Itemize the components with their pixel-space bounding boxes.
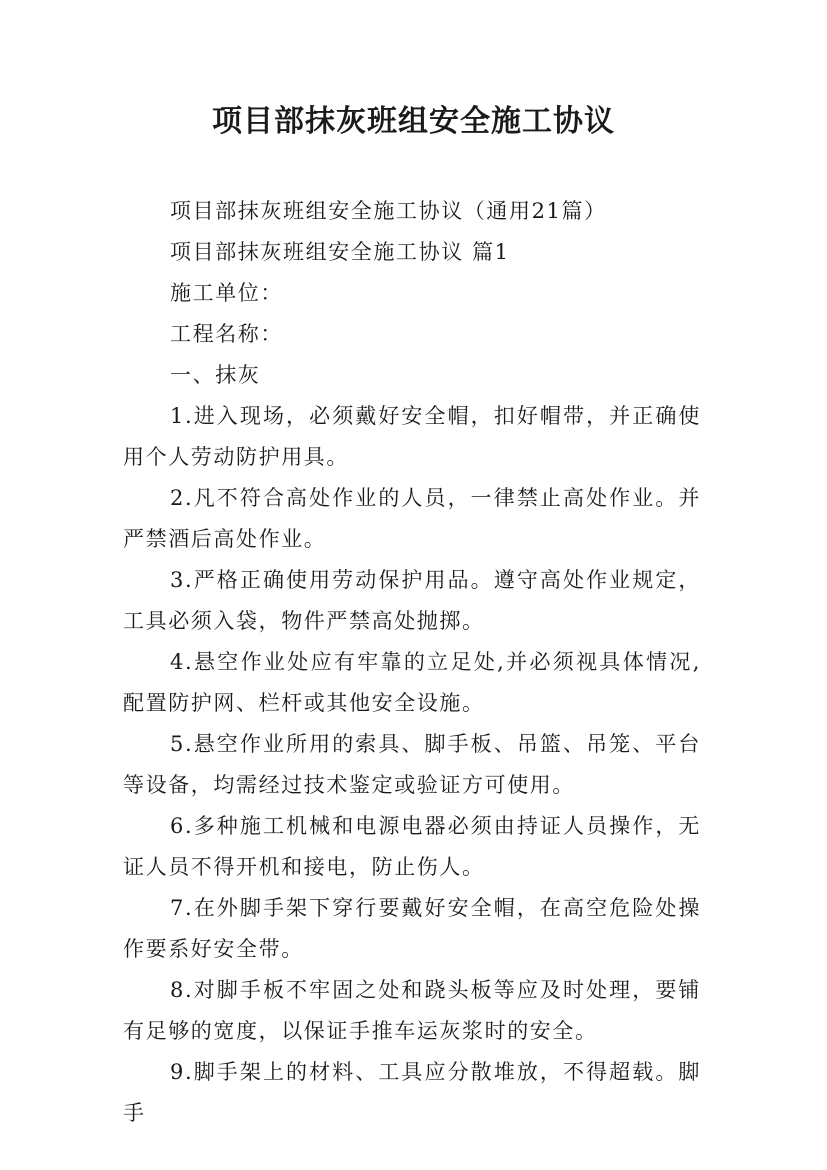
- clause-1: 1.进入现场，必须戴好安全帽，扣好帽带，并正确使用个人劳动防护用具。: [123, 404, 701, 469]
- clause-7: 7.在外脚手架下穿行要戴好安全帽，在高空危险处操作要系好安全带。: [123, 896, 701, 961]
- subtitle-line: 项目部抹灰班组安全施工协议（通用21篇）: [170, 199, 607, 223]
- clause-8: 8.对脚手板不牢固之处和跷头板等应及时处理，要铺有足够的宽度，以保证手推车运灰浆时的安全。: [123, 978, 701, 1043]
- clause-9: 9.脚手架上的材料、工具应分散堆放，不得超载。脚手: [123, 1060, 701, 1125]
- section-plastering: 一、抹灰: [170, 363, 261, 387]
- clause-5: 5.悬空作业所用的索具、脚手板、吊篮、吊笼、平台等设备，均需经过技术鉴定或验证方可使用。: [123, 732, 701, 797]
- clause-6: 6.多种施工机械和电源电器必须由持证人员操作，无证人员不得开机和接电，防止伤人。: [123, 814, 701, 879]
- clause-4: 4.悬空作业处应有牢靠的立足处,并必须视具体情况,配置防护网、栏杆或其他安全设施。: [123, 650, 701, 715]
- clause-3: 3.严格正确使用劳动保护用品。遵守高处作业规定，工具必须入袋，物件严禁高处抛掷。: [123, 568, 701, 633]
- section-heading: 项目部抹灰班组安全施工协议 篇1: [170, 240, 510, 264]
- document-title: 项目部抹灰班组安全施工协议: [212, 104, 615, 139]
- project-name-field: 工程名称：: [170, 322, 283, 346]
- document-body: [123, 191, 701, 1134]
- clause-2: 2.凡不符合高处作业的人员，一律禁止高处作业。并严禁酒后高处作业。: [123, 486, 701, 551]
- construction-unit-field: 施工单位：: [170, 281, 283, 305]
